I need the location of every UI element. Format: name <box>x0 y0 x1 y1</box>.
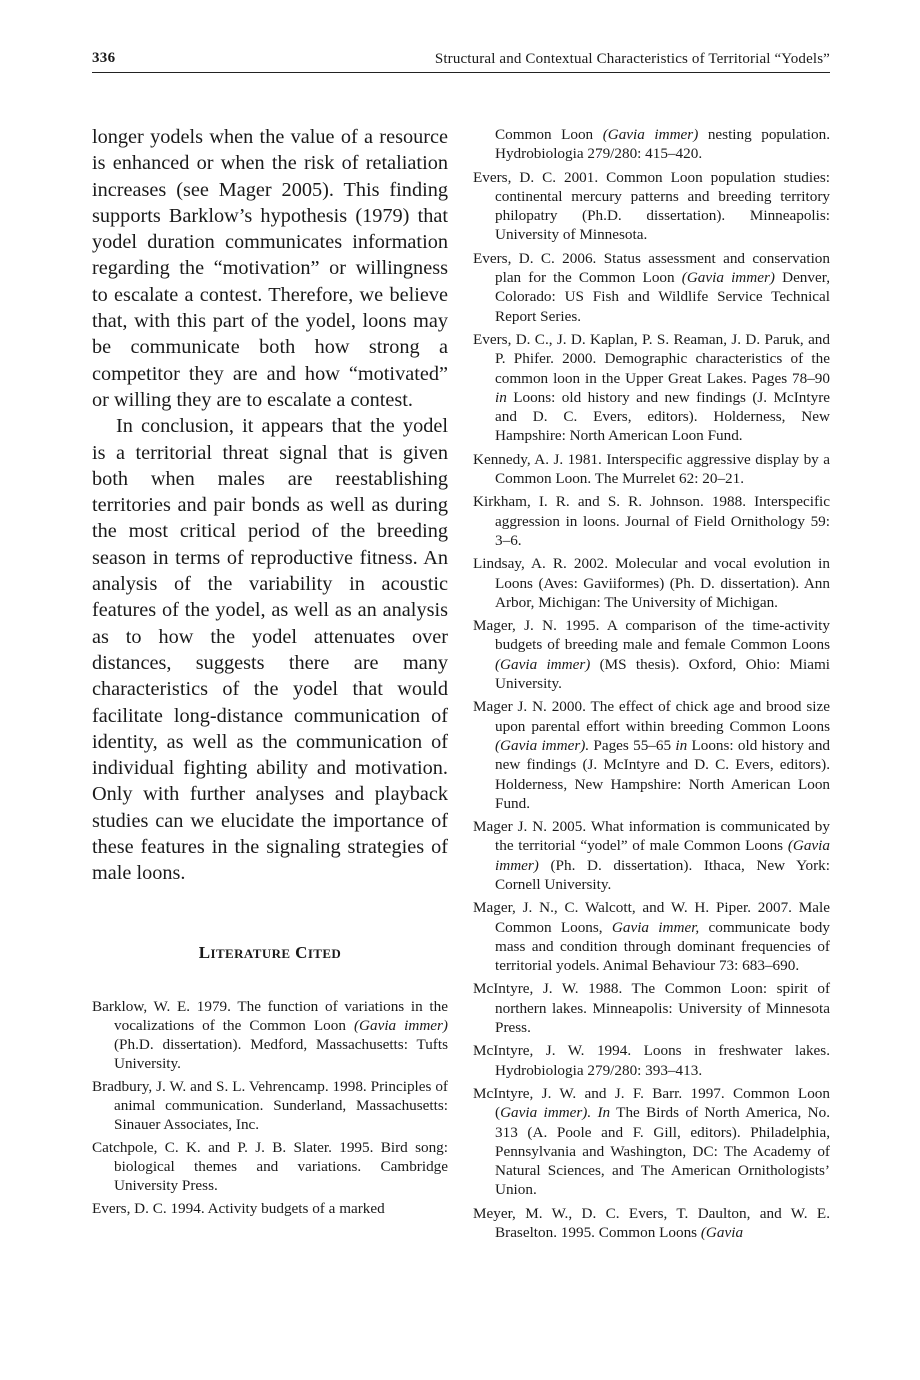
reference-list-left <box>92 997 448 1218</box>
reference-entry: Meyer, M. W., D. C. Evers, T. Daulton, and W. E. Braselton. 1995. Common Loons (Gavia <box>473 1204 830 1242</box>
running-title: Structural and Contextual Characteristics of Territorial “Yodels” <box>434 51 830 67</box>
reference-entry: Bradbury, J. W. and S. L. Vehrencamp. 1998. Principles of animal communication. Sunderland, Massachusetts: Sinauer Associates, Inc. <box>92 1077 448 1133</box>
reference-entry: Lindsay, A. R. 2002. Molecular and vocal evolution in Loons (Aves: Gaviiformes) (Ph. D. dissertation). Ann Arbor, Michigan: The University of Michigan. <box>473 555 830 611</box>
page-number: 336 <box>92 50 116 66</box>
reference-entry: McIntyre, J. W. 1994. Loons in freshwater lakes. Hydrobiologia 279/280: 393–413. <box>473 1042 830 1079</box>
reference-entry: McIntyre, J. W. 1988. The Common Loon: spirit of northern lakes. Minneapolis: University of Minnesota Press. <box>473 980 830 1037</box>
reference-entry: Mager, J. N. 1995. A comparison of the time-activity budgets of breeding male and female Common Loons (Gavia immer) (MS thesis). Oxford, Ohio: Miami University. <box>473 617 830 693</box>
body-paragraph: longer yodels when the value of a resource is enhanced or when the risk of retaliation increases (see Mager 2005). This finding supports Barklow’s hypothesis (1979) that yodel duration communicates information regarding the “motivation” or willingness to escalate a contest. Therefore, we believe that, with this part of the yodel, loons may be communicate both how strong a competitor they are and how “motivated” or willing they are to escalate a contest. <box>92 126 448 411</box>
running-header <box>92 50 830 73</box>
reference-entry: Mager, J. N., C. Walcott, and W. H. Piper. 2007. Male Common Loons, Gavia immer, communicate body mass and condition through dominant frequencies of territorial yodels. Animal Behaviour 73: 683–690. <box>473 899 830 975</box>
reference-entry: Kennedy, A. J. 1981. Interspecific aggressive display by a Common Loon. The Murrelet 62: 20–21. <box>473 450 830 488</box>
reference-entry: Evers, D. C. 2001. Common Loon population studies: continental mercury patterns and breeding territory philopatry (Ph.D. dissertation). Minneapolis: University of Minnesota. <box>473 168 830 244</box>
reference-entry: Evers, D. C., J. D. Kaplan, P. S. Reaman, J. D. Paruk, and P. Phifer. 2000. Demographic characteristics of the common loon in the Upper Great Lakes. Pages 78–90 in Loons: old history and new findings (J. McIntyre and D. C. Evers, editors). Holderness, New Hampshire: North American Loon Fund. <box>473 330 830 445</box>
right-column <box>473 125 830 1246</box>
reference-entry: Barklow, W. E. 1979. The function of variations in the vocalizations of the Common Loon (Gavia immer) (Ph.D. dissertation). Medford, Massachusetts: Tufts University. <box>92 997 448 1072</box>
reference-entry: Catchpole, C. K. and P. J. B. Slater. 1995. Bird song: biological themes and variations. Cambridge University Press. <box>92 1138 448 1194</box>
reference-entry: Evers, D. C. 1994. Activity budgets of a marked <box>92 1199 385 1217</box>
reference-entry: Kirkham, I. R. and S. R. Johnson. 1988. Interspecific aggression in loons. Journal of Field Ornithology 59: 3–6. <box>473 493 830 549</box>
reference-entry-continuation: Common Loon (Gavia immer) nesting population. Hydrobiologia 279/280: 415–420. <box>495 126 830 163</box>
literature-cited-heading: LITERATURE CITED <box>198 942 342 962</box>
reference-entry: Evers, D. C. 2006. Status assessment and conservation plan for the Common Loon (Gavia immer) Denver, Colorado: US Fish and Wildlife Service Technical Report Series. <box>473 249 830 325</box>
reference-entry: Mager J. N. 2000. The effect of chick age and brood size upon parental effort within breeding Common Loons (Gavia immer). Pages 55–65 in Loons: old history and new findings (J. McIntyre and D. C. Evers, editors). Holderness, New Hampshire: North American Loon Fund. <box>473 698 831 812</box>
body-paragraph: In conclusion, it appears that the yodel is a territorial threat signal that is given both when males are reestablishing territories and pair bonds as well as during the most critical period of the breeding season in terms of reproductive fitness. An analysis of the variability in acoustic features of the yodel, as well as an analysis as to how the yodel attenuates over distances, suggests there are many characteristics of the yodel that would facilitate long-distance communication of identity, as well as the communication of individual fighting ability and motivation. Only with further analyses and playback studies can we elucidate the importance of these features in the signaling strategies of male loons. <box>92 415 448 885</box>
reference-entry: McIntyre, J. W. and J. F. Barr. 1997. Common Loon (Gavia immer). In The Birds of North America, No. 313 (A. Poole and F. Gill, editors). Philadelphia, Pennsylvania and Washington, DC: The Academy of Natural Sciences, and The American Ornithologists’ Union. <box>473 1084 830 1199</box>
reference-entry: Mager J. N. 2005. What information is communicated by the territorial “yodel” of male Common Loons (Gavia immer) (Ph. D. dissertation). Ithaca, New York: Cornell University. <box>473 818 830 893</box>
left-column <box>92 124 448 1222</box>
